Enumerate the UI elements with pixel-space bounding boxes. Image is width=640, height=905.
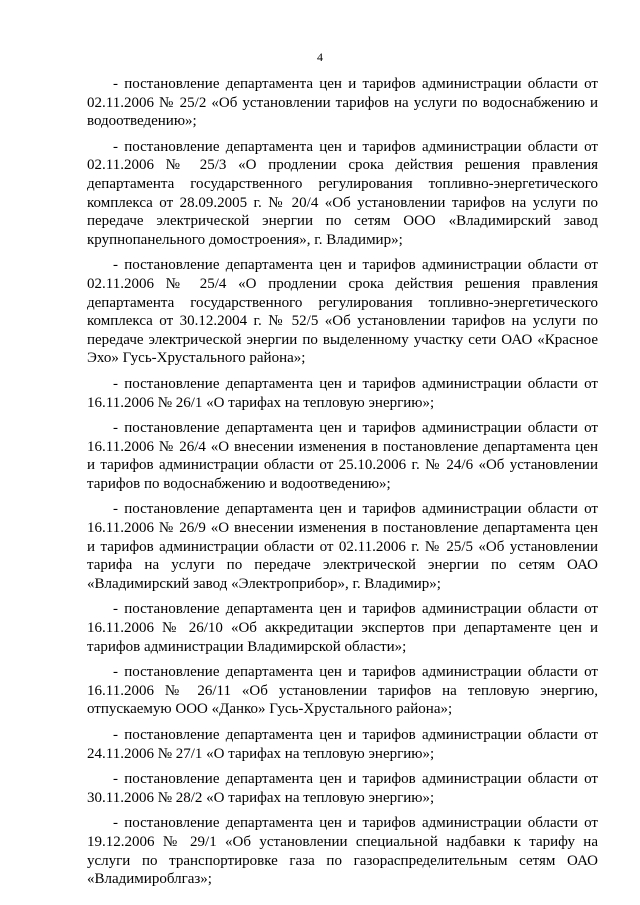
list-item: - постановление департамента цен и тарифов администрации области от 16.11.2006 № 26/1 «О тарифах на тепловую энергию»; [87, 375, 598, 411]
list-item: - постановление департамента цен и тарифов администрации области от 02.11.2006 № 25/3 «О продлении срока действия решения правления департамента государственного регулирования топливно-энергетического комплекса от 28.09.2005 г. № 20/4 «Об установлении тарифов на услуги по передаче электрической энергии по сетям ООО «Владимирский завод крупнопанельного домостроения», г. Владимир»; [87, 138, 598, 248]
document-body [87, 75, 598, 896]
list-item: - постановление департамента цен и тарифов администрации области от 19.12.2006 № 29/1 «Об установлении специальной надбавки к тарифу на услуги по транспортировке газа по газораспределительным сетям ОАО «Владимироблгаз»; [87, 815, 598, 888]
list-item: - постановление департамента цен и тарифов администрации области от 24.11.2006 № 27/1 «О тарифах на тепловую энергию»; [87, 727, 598, 762]
page-number: 4 [317, 50, 323, 64]
list-item: - постановление департамента цен и тарифов администрации области от 02.11.2006 № 25/2 «Об установлении тарифов на услуги по водоснабжению и водоотведению»; [87, 76, 598, 130]
list-item: - постановление департамента цен и тарифов администрации области от 30.11.2006 № 28/2 «О тарифах на тепловую энергию»; [87, 771, 598, 806]
list-item: - постановление департамента цен и тарифов администрации области от 16.11.2006 № 26/9 «О внесении изменения в постановление департамента цен и тарифов администрации области от 02.11.2006 г. № 25/5 «Об установлении тарифа на услуги по передаче электрической энергии по сетям ОАО «Владимирский завод «Электроприбор», г. Владимир»; [87, 501, 598, 592]
list-item: - постановление департамента цен и тарифов администрации области от 02.11.2006 № 25/4 «О продлении срока действия решения правления департамента государственного регулирования топливно-энергетического комплекса от 30.12.2004 г. № 52/5 «Об установлении тарифов на услуги по передаче электрической энергии по выделенному участку сети ОАО «Красное Эхо» Гусь-Хрустального района»; [87, 257, 598, 367]
list-item: - постановление департамента цен и тарифов администрации области от 16.11.2006 № 26/4 «О внесении изменения в постановление департамента цен и тарифов администрации области от 25.10.2006 г. № 24/6 «Об установлении тарифов по водоснабжению и водоотведению»; [87, 420, 598, 492]
list-item: - постановление департамента цен и тарифов администрации области от 16.11.2006 № 26/10 «Об аккредитации экспертов при департаменте цен и тарифов администрации Владимирской области»; [87, 601, 598, 655]
list-item: - постановление департамента цен и тарифов администрации области от 16.11.2006 № 26/11 «Об установлении тарифов на тепловую энергию, отпускаемую ООО «Данко» Гусь-Хрустального района»; [87, 664, 598, 718]
